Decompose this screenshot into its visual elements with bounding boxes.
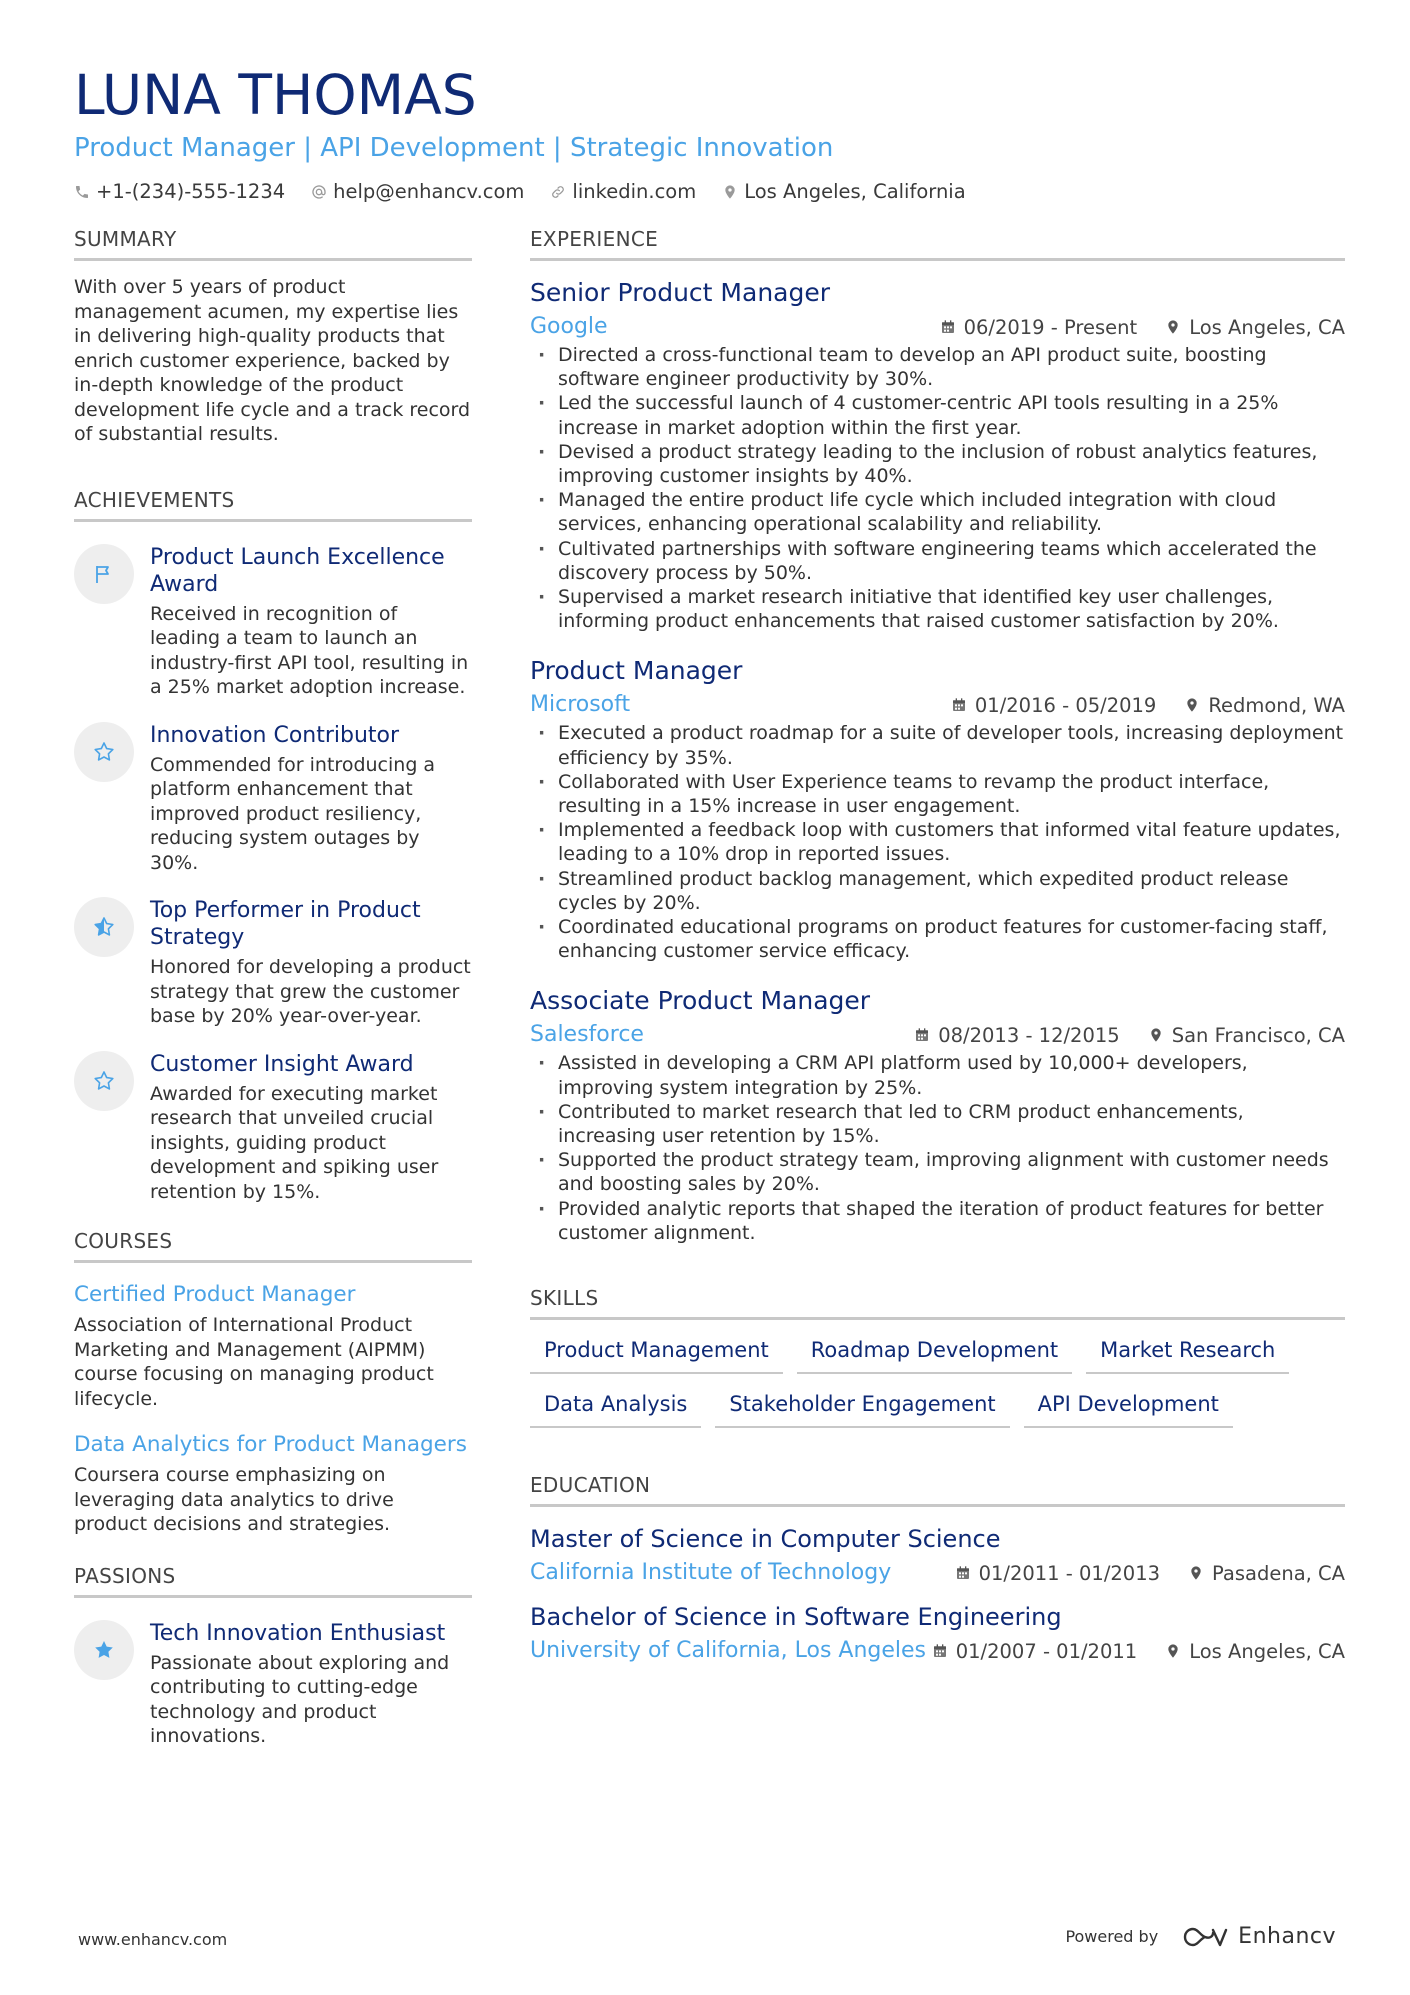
skills-list (530, 1336, 1345, 1428)
right-column (530, 226, 1345, 1679)
enhancv-logo-icon (1182, 1925, 1228, 1949)
calendar-icon (914, 1027, 930, 1043)
candidate-name: LUNA THOMAS (74, 63, 477, 127)
bullet-item: · Cultivated partnerships with software engineering teams which accelerated the discovery process by 50%. (530, 537, 1345, 585)
achievement-title: Top Performer in Product Strategy (150, 898, 421, 950)
bullet-item: · Contributed to market research that led to CRM product enhancements, increasing user retention by 15%. (530, 1100, 1345, 1148)
experience-section (530, 226, 1345, 1245)
achievement-title: Product Launch Excellence Award (150, 544, 445, 597)
location-pin-icon (1184, 697, 1200, 713)
skill-tag: Stakeholder Engagement (715, 1390, 1009, 1428)
passions-heading: PASSIONS (74, 1563, 472, 1598)
resume-header (74, 60, 1344, 203)
bullet-item: · Collaborated with User Experience teams to revamp the product interface, resulting in a 15% increase in user engagement. (530, 770, 1345, 818)
enhancv-logo[interactable] (1182, 1924, 1336, 1949)
school-name: California Institute of Technology (530, 1560, 892, 1586)
achievement-item (74, 544, 472, 700)
skills-section (530, 1285, 1345, 1428)
education-entry (530, 1601, 1345, 1665)
course-item (74, 1281, 472, 1411)
linkedin-text[interactable]: linkedin.com (572, 180, 697, 203)
skill-tag: API Development (1024, 1390, 1233, 1428)
contact-location (722, 180, 965, 203)
job-location: San Francisco, CA (1148, 1024, 1345, 1047)
contact-phone (74, 180, 285, 203)
achievement-desc: Awarded for executing market research that unveiled crucial insights, guiding product development and spiking user retention by 15%. (150, 1082, 439, 1203)
bullet-item: · Managed the entire product life cycle which included integration with cloud services, enhancing operational scalability and reliability. (530, 488, 1345, 536)
bullet-item: · Supported the product strategy team, improving alignment with customer needs and boosting sales by 20%. (530, 1148, 1345, 1196)
bullet-item: · Executed a product roadmap for a suite of developer tools, increasing deployment efficiency by 35%. (530, 721, 1345, 769)
passion-item (74, 1620, 472, 1749)
degree-title: Bachelor of Science in Software Engineering (530, 1603, 1062, 1632)
flag-icon (74, 544, 134, 604)
job-dates: 01/2016 - 05/2019 (951, 694, 1156, 717)
achievement-item (74, 722, 472, 876)
bullet-item: · Led the successful launch of 4 customer-centric API tools resulting in a 25% increase in market adoption within the first year. (530, 391, 1345, 439)
passion-desc: Passionate about exploring and contributing to cutting-edge technology and product innovations. (150, 1651, 450, 1747)
calendar-icon (940, 319, 956, 335)
calendar-icon (951, 697, 967, 713)
skill-tag: Data Analysis (530, 1390, 701, 1428)
location-text: Los Angeles, California (744, 180, 966, 203)
location-pin-icon (1148, 1027, 1164, 1043)
job-title: Senior Product Manager (530, 278, 831, 307)
star-outline-icon (74, 1051, 134, 1111)
at-icon (311, 184, 327, 200)
contact-email (311, 180, 524, 203)
bullet-item: · Devised a product strategy leading to the inclusion of robust analytics features, improving customer insights by 40%. (530, 440, 1345, 488)
achievement-item (74, 897, 472, 1029)
job-location: Redmond, WA (1184, 694, 1345, 717)
bullet-item: · Streamlined product backlog management, which expedited product release cycles by 20%. (530, 867, 1345, 915)
contact-bar (74, 180, 1344, 203)
courses-section (74, 1228, 472, 1537)
bullet-item: · Supervised a market research initiative that identified key user challenges, informing product enhancements that raised customer satisfaction by 20%. (530, 585, 1345, 633)
location-pin-icon (1165, 319, 1181, 335)
job-bullets (530, 1051, 1345, 1245)
education-location: Pasadena, CA (1188, 1562, 1345, 1585)
education-entry (530, 1523, 1345, 1587)
bullet-item: · Provided analytic reports that shaped the iteration of product features for better customer alignment. (530, 1197, 1345, 1245)
course-desc: Coursera course emphasizing on leveraging data analytics to drive product decisions and strategies. (74, 1464, 394, 1535)
calendar-icon (932, 1643, 948, 1659)
bullet-item: · Implemented a feedback loop with customers that informed vital feature updates, leading to a 10% drop in reported issues. (530, 818, 1345, 866)
brand-name: Enhancv (1238, 1924, 1336, 1949)
skills-heading: SKILLS (530, 1285, 1345, 1320)
degree-title: Master of Science in Computer Science (530, 1525, 1001, 1554)
achievement-desc: Honored for developing a product strategy that grew the customer base by 20% year-over-year. (150, 956, 471, 1027)
achievements-heading: ACHIEVEMENTS (74, 487, 472, 522)
star-outline-icon (74, 722, 134, 782)
footer-branding (1065, 1924, 1336, 1949)
skill-tag: Market Research (1086, 1336, 1289, 1374)
star-half-icon (74, 897, 134, 957)
bullet-item: · Coordinated educational programs on product features for customer-facing staff, enhancing customer service efficacy. (530, 915, 1345, 963)
education-location: Los Angeles, CA (1165, 1640, 1345, 1663)
job-entry (530, 655, 1345, 963)
job-entry (530, 277, 1345, 633)
school-name: University of California, Los Angeles (530, 1638, 927, 1664)
achievements-section (74, 487, 472, 1205)
achievement-item (74, 1051, 472, 1205)
company-name: Google (530, 314, 608, 339)
passion-title: Tech Innovation Enthusiast (150, 1620, 446, 1646)
company-name: Microsoft (530, 692, 631, 718)
phone-icon (74, 184, 90, 200)
candidate-title: Product Manager | API Development | Strategic Innovation (74, 133, 834, 163)
summary-heading: SUMMARY (74, 226, 472, 261)
job-dates: 08/2013 - 12/2015 (914, 1024, 1119, 1047)
education-dates: 01/2011 - 01/2013 (955, 1562, 1160, 1585)
achievement-desc: Received in recognition of leading a team to launch an industry-first API tool, resulting in a 25% market adoption increase. (150, 602, 469, 698)
skill-tag: Product Management (530, 1336, 783, 1374)
job-dates: 06/2019 - Present (940, 316, 1138, 339)
star-filled-icon (74, 1620, 134, 1680)
course-desc: Association of International Product Marketing and Management (AIPMM) course focusing on managing product lifecycle. (74, 1314, 434, 1410)
summary-text: With over 5 years of product management acumen, my expertise lies in delivering high-quality products that enrich customer experience, backed by in-depth knowledge of the product development life cycle and a track record of substantial results. (74, 276, 471, 445)
email-text[interactable]: help@enhancv.com (333, 180, 525, 203)
experience-heading: EXPERIENCE (530, 226, 1345, 261)
location-pin-icon (1188, 1565, 1204, 1581)
job-title: Associate Product Manager (530, 986, 871, 1016)
achievement-title: Customer Insight Award (150, 1051, 414, 1077)
calendar-icon (955, 1565, 971, 1581)
passions-section (74, 1563, 472, 1749)
link-icon (550, 184, 566, 200)
job-entry (530, 985, 1345, 1245)
left-column (74, 226, 472, 1771)
company-name: Salesforce (530, 1022, 644, 1048)
powered-by-label: Powered by (1065, 1927, 1159, 1946)
education-heading: EDUCATION (530, 1472, 1345, 1507)
bullet-item: · Directed a cross-functional team to develop an API product suite, boosting software engineer productivity by 30%. (530, 343, 1345, 391)
job-location: Los Angeles, CA (1165, 316, 1345, 339)
course-item (74, 1431, 472, 1537)
bullet-item: · Assisted in developing a CRM API platform used by 10,000+ developers, improving system integration by 25%. (530, 1051, 1345, 1099)
footer-website[interactable]: www.enhancv.com (78, 1930, 228, 1949)
skill-tag: Roadmap Development (797, 1336, 1072, 1374)
job-bullets (530, 721, 1345, 963)
education-dates: 01/2007 - 01/2011 (932, 1640, 1137, 1663)
contact-linkedin (550, 180, 696, 203)
job-bullets (530, 343, 1345, 633)
course-title: Certified Product Manager (74, 1282, 356, 1307)
achievement-desc: Commended for introducing a platform enhancement that improved product resiliency, reducing system outages by 30%. (150, 753, 436, 874)
courses-heading: COURSES (74, 1228, 472, 1263)
achievement-title: Innovation Contributor (150, 722, 400, 748)
location-pin-icon (722, 184, 738, 200)
job-title: Product Manager (530, 656, 743, 686)
phone-text[interactable]: +1-(234)-555-1234 (96, 180, 286, 203)
course-title: Data Analytics for Product Managers (74, 1432, 467, 1457)
education-section (530, 1472, 1345, 1665)
location-pin-icon (1165, 1643, 1181, 1659)
summary-section (74, 226, 472, 447)
